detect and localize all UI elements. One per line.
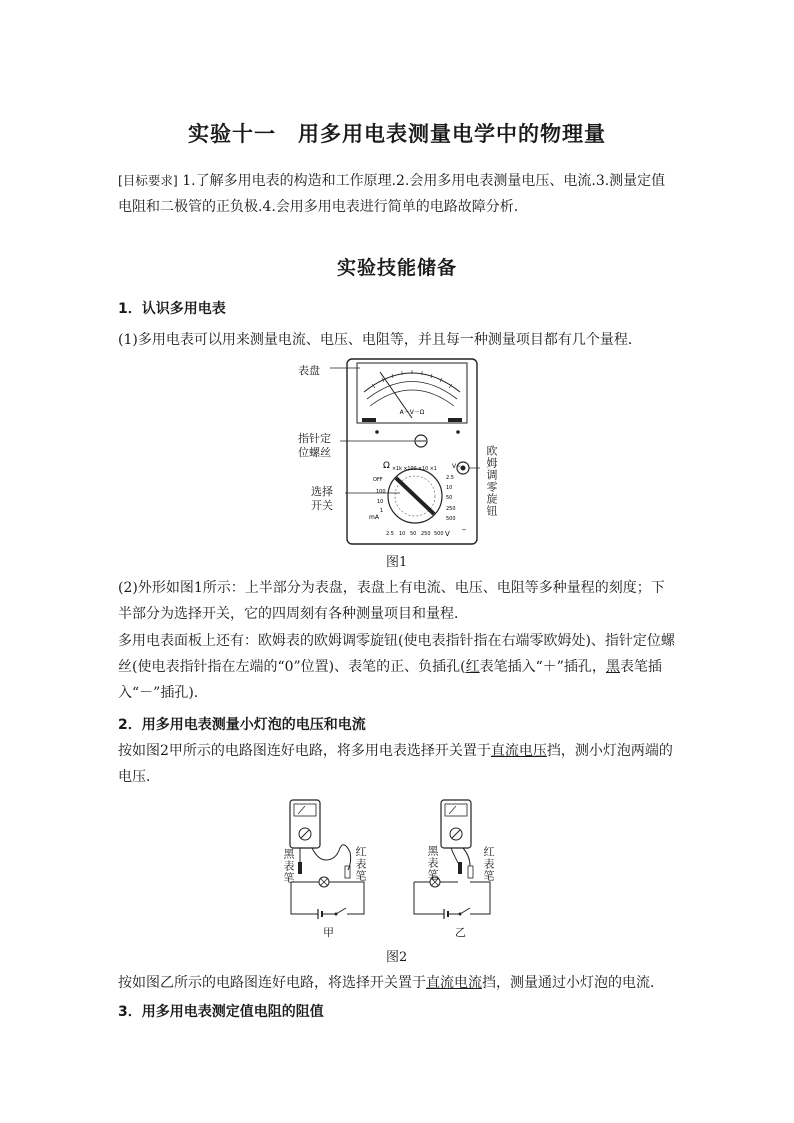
minus-label: – (462, 525, 466, 534)
p3-c: 表笔插入“－”插孔). (118, 659, 662, 701)
ohm-ranges: ×1k ×100 ×10 ×1 (392, 467, 437, 472)
p3-red: 红 (465, 659, 480, 675)
bottom-range-4: 250 (421, 531, 431, 537)
right-range-2: 10 (446, 485, 453, 491)
p4-u: 直流电压 (490, 743, 547, 759)
left-red-probe-label: 红表笔 (354, 846, 367, 882)
goals-text: 1.了解多用电表的构造和工作原理.2.会用多用电表测量电压、电流.3.测量定值电阻和二极管的正负极.4.会用多用电表进行简单的电路故障分析. (118, 173, 666, 215)
paragraph-5 (118, 970, 678, 996)
paragraph-2: (2)外形如图1所示：上半部分为表盘，表盘上有电流、电压、电阻等多种量程的刻度；下半部分为选择开关，它的四周刻有各种测量项目和量程． (118, 580, 665, 622)
left-sub-caption: 甲 (323, 926, 334, 939)
figure-1-caption: 图1 (386, 555, 408, 570)
right-range-3: 50 (446, 495, 453, 501)
label-dial: 表盘 (298, 364, 320, 377)
p3-a: 多用电表面板上还有：欧姆表的欧姆调零旋钮(使电表指针指在右端零欧姆处)、指针定位螺丝(使电表指针指在左端的“0”位置)、表笔的正、负插孔( (118, 633, 675, 675)
heading-2: 2．用多用电表测量小灯泡的电压和电流 (118, 717, 366, 733)
label-switch-2: 开关 (311, 499, 333, 512)
left-range-2: 10 (377, 499, 384, 505)
left-range-1: 100 (376, 489, 386, 495)
p4-a: 按如图2甲所示的电路图连好电路，将多用电表选择开关置于 (118, 743, 491, 759)
goals-label: [目标要求] (118, 173, 178, 188)
v-ac-label: V~ (452, 463, 462, 470)
p3-black: 黑 (605, 659, 620, 675)
label-screw-1: 指针定 (298, 432, 331, 445)
bottom-range-3: 50 (410, 531, 417, 537)
bottom-range-2: 10 (399, 531, 406, 537)
bottom-range-5: 500 (434, 531, 444, 537)
left-range-3: 1 (380, 508, 384, 514)
right-range-1: 2.5 (446, 475, 454, 481)
left-black-probe-label: 黑表笔 (282, 848, 295, 884)
bottom-v-label: V (445, 530, 450, 538)
p3-b: 表笔插入“＋”插孔， (479, 659, 606, 675)
section-title: 实验技能储备 (336, 257, 457, 279)
right-sub-caption: 乙 (455, 926, 466, 939)
p5-u: 直流电流 (426, 975, 482, 991)
p4-b: 挡，测小灯泡两端的电压． (118, 743, 673, 785)
off-label: OFF (373, 477, 383, 483)
heading-3: 3．用多用电表测定值电阻的阻值 (118, 1004, 324, 1020)
right-range-4: 250 (446, 506, 456, 512)
label-zero-knob: 欧姆调零旋钮 (485, 445, 498, 517)
face-text: A－V－Ω (399, 409, 425, 416)
right-red-probe-label: 红表笔 (482, 846, 495, 882)
page-title: 实验十一 用多用电表测量电学中的物理量 (188, 122, 606, 146)
p5-b: 挡，测量通过小灯泡的电流． (482, 975, 664, 991)
figure-2-caption: 图2 (386, 950, 408, 965)
right-range-5: 500 (446, 516, 456, 522)
label-switch-1: 选择 (311, 485, 333, 498)
ma-label: mA (369, 514, 379, 521)
label-screw-2: 位螺丝 (298, 446, 331, 459)
paragraph-1: (1)多用电表可以用来测量电流、电压、电阻等，并且每一种测量项目都有几个量程． (118, 332, 642, 348)
heading-1: 1．认识多用电表 (118, 301, 226, 317)
omega-label: Ω (383, 461, 390, 471)
bottom-range-1: 2.5 (386, 531, 394, 537)
p5-a: 按如图乙所示的电路图连好电路，将选择开关置于 (118, 975, 426, 991)
right-black-probe-label: 黑表笔 (426, 845, 439, 881)
